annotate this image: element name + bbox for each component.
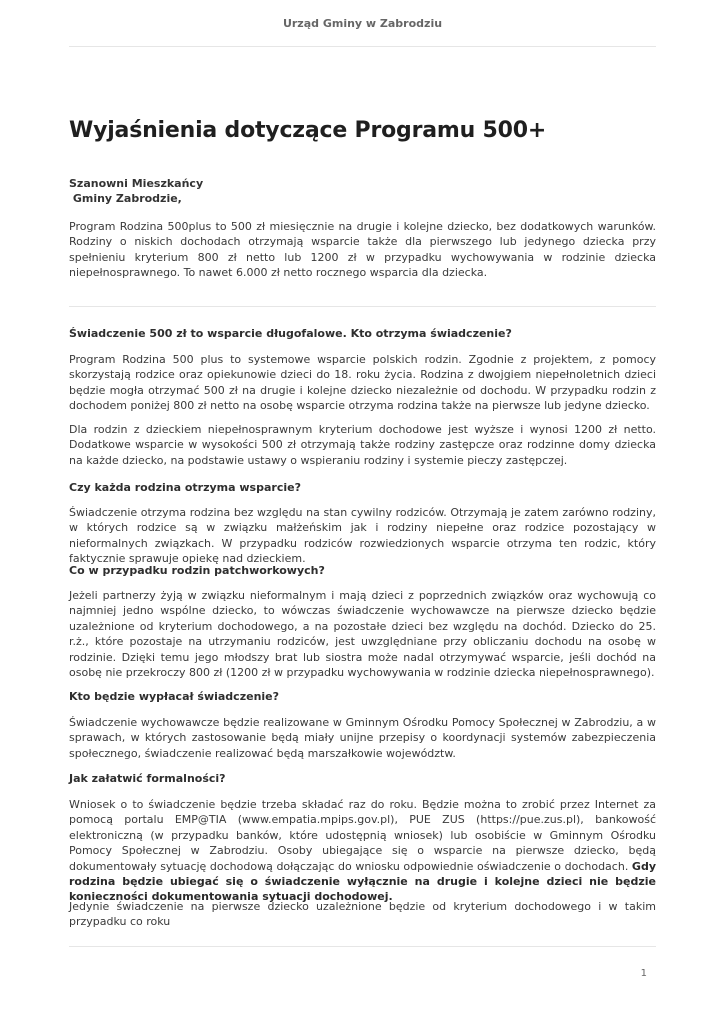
section-heading-every-family: Czy każda rodzina otrzyma wsparcie? [69, 481, 301, 494]
header-divider [69, 46, 656, 47]
formalities-paragraph [69, 797, 656, 905]
intro-paragraph: Program Rodzina 500plus to 500 zł miesięcznie na drugie i kolejne dziecko, bez dodatkowych warunków. Rodziny o niskich dochodach otrzymają wsparcie także dla pierwszego lub jedynego dziecka przy spełnieniu kryterium 800 zł netto lub 1200 zł w przypadku wychowywania w rodzinie dziecka niepełnosprawnego. To nawet 6.000 zł netto rocznego wsparcia dla dziecka. [69, 220, 656, 280]
greeting [69, 176, 203, 206]
section-heading-payer: Kto będzie wypłacał świadczenie? [69, 690, 280, 703]
page-title: Wyjaśnienia dotyczące Programu 500+ [69, 118, 547, 143]
page-number: 1 [640, 968, 647, 979]
page-header: Urząd Gminy w Zabrodziu [282, 17, 443, 30]
section-heading-formalities: Jak załatwić formalności? [69, 772, 226, 785]
section-heading-patchwork: Co w przypadku rodzin patchworkowych? [69, 564, 325, 577]
every-family-paragraph: Świadczenie otrzyma rodzina bez względu na stan cywilny rodziców. Otrzymają je zatem zarówno rodziny, w których rodzice są w związku małżeńskim jak i rodziny niepełne oraz rodzice pozostający w nieformalnych związkach. W przypadku rodziców rozwiedzionych wsparcie otrzyma ten rodzic, który faktycznie sprawuje opiekę nad dzieckiem. [69, 506, 656, 566]
benefit-paragraph-2: Dla rodzin z dzieckiem niepełnosprawnym kryterium dochodowe jest wyższe i wynosi 1200 zł netto. Dodatkowe wsparcie w wysokości 500 zł otrzymają także rodziny zastępcze oraz rodzinne domy dziecka na każde dziecko, na podstawie ustawy o wspieraniu rodziny i systemie pieczy zastępczej. [69, 423, 656, 467]
section-heading-benefit: Świadczenie 500 zł to wsparcie długofalowe. Kto otrzyma świadczenie? [69, 327, 512, 340]
greeting-line-1: Szanowni Mieszkańcy [69, 177, 204, 190]
patchwork-paragraph: Jeżeli partnerzy żyją w związku nieformalnym i mają dzieci z poprzednich związków oraz wychowują co najmniej jedno wspólne dziecko, to wówczas świadczenie wychowawcze na pierwsze dziecko będzie uzależnione od kryterium dochodowego, a na pozostałe dzieci bez względu na dochód. Dziecko do 25. r.ż., które pozostaje na utrzymaniu rodziców, jest uwzględniane przy obliczaniu dochodu na osobę w rodzinie. Dzięki temu jego młodszy brat lub siostra może nadal otrzymywać wsparcie, jeśli dochód na osobę nie przekroczy 800 zł (1200 zł w przypadku wychowywania w rodzinie dziecka niepełnosprawnego). [69, 589, 656, 680]
formalities-text: Wniosek o to świadczenie będzie trzeba składać raz do roku. Będzie można to zrobić przez Internet za pomocą portalu EMP@TIA (www.empatia.mpips.gov.pl), PUE ZUS (https://pue.zus.pl), bankowość elektroniczną (w przypadku banków, które udostępnią wniosek) lub osobiście w Gminnym Ośrodku Pomocy Społecznej w Zabrodziu. Osoby ubiegające się o wsparcie na pierwsze dziecko, będą dokumentowały sytuację dochodową dołączając do wniosku odpowiednie oświadczenie o dochodach. [69, 798, 656, 873]
footer-divider [69, 946, 656, 947]
payer-paragraph: Świadczenie wychowawcze będzie realizowane w Gminnym Ośrodku Pomocy Społecznej w Zabrodziu, a w sprawach, w których zastosowanie będą miały unijne przepisy o koordynacji systemów zabezpieczenia społecznego, świadczenie realizować będą marszałkowie województw. [69, 716, 656, 760]
formalities-paragraph-2: Jedynie świadczenie na pierwsze dziecko uzależnione będzie od kryterium dochodowego i w takim przypadku co roku [69, 900, 656, 929]
benefit-paragraph-1: Program Rodzina 500 plus to systemowe wsparcie polskich rodzin. Zgodnie z projektem, z pomocy skorzystają rodzice oraz opiekunowie dzieci do 18. roku życia. Rodzina z dwojgiem niepełnoletnich dzieci będzie mogła otrzymać 500 zł na drugie i kolejne dziecko niezależnie od dochodu. W przypadku rodzin z dochodem poniżej 800 zł netto na osobę wsparcie otrzyma rodzina także na pierwsze lub jedyne dziecko. [69, 353, 656, 413]
greeting-line-2: Gminy Zabrodzie, [69, 192, 182, 205]
formalities-bold-text: Gdy rodzina będzie ubiegać się o świadczenie wyłącznie na drugie i kolejne dzieci nie będzie konieczności dokumentowania sytuacji dochodowej. [69, 859, 656, 904]
section-divider [69, 306, 656, 307]
